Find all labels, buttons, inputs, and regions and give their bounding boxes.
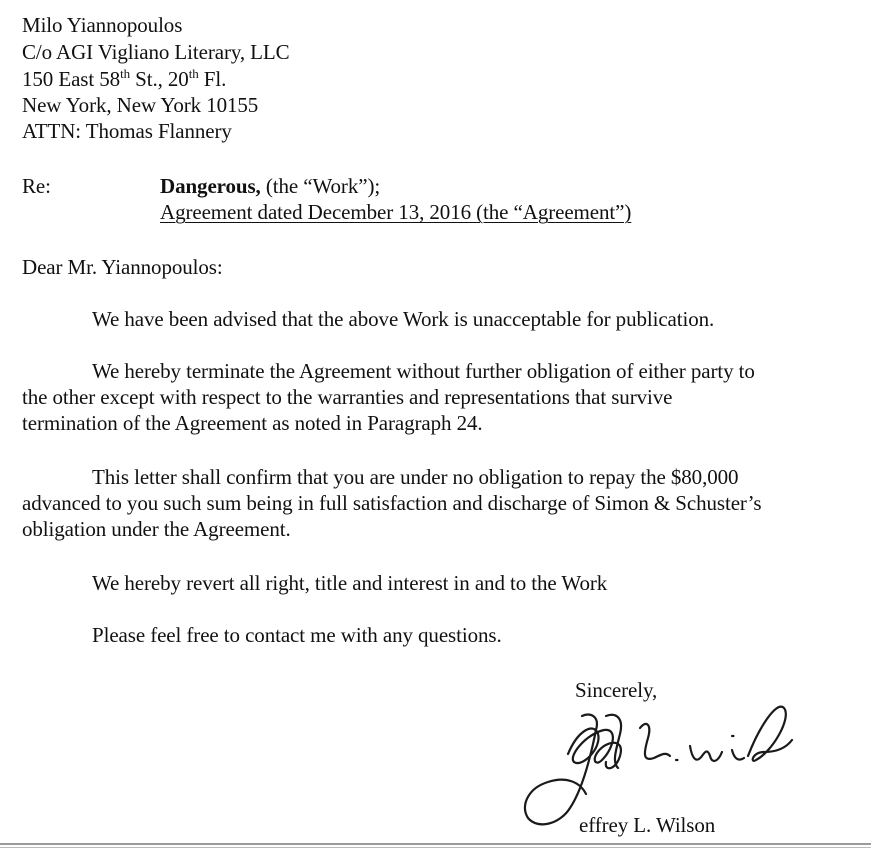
work-title-rest: (the “Work”);	[260, 174, 381, 198]
salutation: Dear Mr. Yiannopoulos:	[22, 255, 223, 279]
page-edge-rule	[0, 847, 871, 848]
paragraph-3-line-2: advanced to you such sum being in full satisfaction and discharge of Simon & Schuster’s	[22, 491, 762, 515]
street-superscript: th	[120, 66, 130, 81]
paragraph-4: We hereby revert all right, title and interest in and to the Work	[92, 571, 608, 595]
recipient-care-of: C/o AGI Vigliano Literary, LLC	[22, 40, 290, 64]
paragraph-2-line-3: termination of the Agreement as noted in Paragraph 24.	[22, 411, 483, 435]
street-part: Fl.	[198, 67, 227, 91]
paragraph-1: We have been advised that the above Work is unacceptable for publication.	[92, 307, 715, 331]
recipient-name: Milo Yiannopoulos	[22, 13, 183, 37]
closing: Sincerely,	[575, 678, 658, 702]
work-title: Dangerous,	[160, 174, 261, 198]
recipient-city: New York, New York 10155	[22, 93, 259, 117]
paragraph-5: Please feel free to contact me with any questions.	[92, 623, 502, 647]
re-agreement: Agreement dated December 13, 2016 (the “Agreement”)	[160, 200, 632, 224]
paragraph-3-line-1: This letter shall confirm that you are under no obligation to repay the $80,000	[92, 465, 739, 489]
signer-name: effrey L. Wilson	[579, 813, 716, 837]
re-title	[160, 173, 380, 199]
recipient-attn: ATTN: Thomas Flannery	[22, 119, 232, 143]
page-edge-rule	[0, 843, 871, 845]
paragraph-2-line-1: We hereby terminate the Agreement without further obligation of either party to	[92, 359, 755, 383]
street-superscript: th	[188, 66, 199, 81]
re-label: Re:	[22, 174, 51, 198]
street-part: 150 East 58	[22, 67, 121, 91]
street-part: St., 20	[129, 67, 189, 91]
recipient-street	[22, 66, 226, 92]
paragraph-2-line-2: the other except with respect to the warranties and representations that survive	[22, 385, 673, 409]
paragraph-3-line-3: obligation under the Agreement.	[22, 517, 291, 541]
